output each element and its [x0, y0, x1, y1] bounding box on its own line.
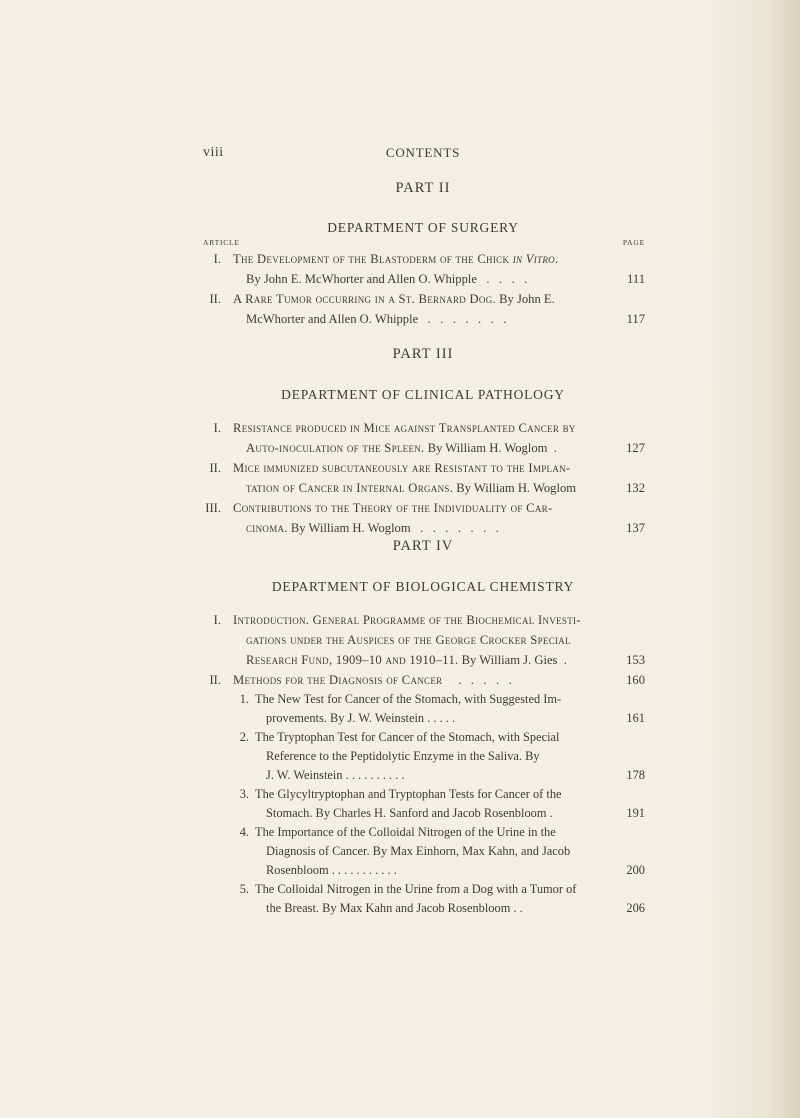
- toc-subentry[interactable]: [203, 880, 643, 918]
- subentry-number: 2.: [239, 730, 249, 744]
- entry-title-line: cinoma. By William H. Woglom . . . . . . .: [246, 521, 499, 535]
- entry-title-line: tation of Cancer in Internal Organs. By William H. Woglom: [246, 481, 577, 495]
- department-title: DEPARTMENT OF BIOLOGICAL CHEMISTRY: [271, 579, 575, 594]
- entry-page-number: 137: [626, 521, 645, 535]
- entry-title-line: McWhorter and Allen O. Whipple . . . . . . .: [246, 312, 507, 326]
- toc-subentry[interactable]: [203, 690, 643, 728]
- entry-page-number: 127: [626, 441, 645, 455]
- toc-entry[interactable]: [203, 498, 643, 538]
- entry-title-line: A Rare Tumor occurring in a St. Bernard Dog. By John E.: [233, 292, 555, 306]
- entry-title-line: Rosenbloom . . . . . . . . . . .: [266, 863, 397, 877]
- entry-number: II.: [209, 292, 221, 306]
- toc-entry[interactable]: [203, 670, 643, 690]
- entry-title-line: J. W. Weinstein . . . . . . . . . .: [266, 768, 405, 782]
- entry-page-number: 132: [626, 481, 645, 495]
- entry-title-line: The Colloidal Nitrogen in the Urine from a Dog with a Tumor of: [255, 882, 577, 896]
- department-title: DEPARTMENT OF SURGERY: [327, 220, 519, 235]
- subentry-number: 4.: [239, 825, 249, 839]
- entry-title-line: Reference to the Peptidolytic Enzyme in the Saliva. By: [266, 749, 540, 763]
- entry-page-number: 161: [626, 711, 645, 725]
- entry-title-line: Methods for the Diagnosis of Cancer . . . . .: [233, 673, 512, 687]
- department-title: DEPARTMENT OF CLINICAL PATHOLOGY: [281, 387, 565, 402]
- entry-number: II.: [209, 673, 221, 687]
- column-headings: [203, 238, 643, 247]
- entry-number: III.: [205, 501, 221, 515]
- entry-title-line: Research Fund, 1909–10 and 1910–11. By William J. Gies .: [246, 653, 567, 667]
- entry-title-line: The Importance of the Colloidal Nitrogen of the Urine in the: [255, 825, 556, 839]
- entry-title-line: The Glycyltryptophan and Tryptophan Tests for Cancer of the: [255, 787, 562, 801]
- toc-subentry[interactable]: [203, 823, 643, 880]
- entry-title-line: Resistance produced in Mice against Transplanted Cancer by: [233, 421, 576, 435]
- entry-number: I.: [213, 421, 221, 435]
- entry-page-number: 160: [626, 673, 645, 687]
- running-head: [203, 145, 643, 163]
- toc-entry[interactable]: [203, 418, 643, 458]
- toc-entry[interactable]: [203, 610, 643, 670]
- entry-title-line: gations under the Auspices of the George Crocker Special: [246, 633, 571, 647]
- toc-entry[interactable]: [203, 249, 643, 289]
- page-column-heading: PAGE: [622, 238, 645, 247]
- entry-number: I.: [213, 613, 221, 627]
- entry-title-line: The New Test for Cancer of the Stomach, with Suggested Im-: [255, 692, 562, 706]
- toc-entry[interactable]: [203, 458, 643, 498]
- part-title: PART III: [392, 346, 454, 362]
- entry-title-line: Diagnosis of Cancer. By Max Einhorn, Max Kahn, and Jacob: [266, 844, 571, 858]
- part-title: PART IV: [392, 538, 454, 554]
- entry-page-number: 206: [626, 901, 645, 915]
- article-column-heading: ARTICLE: [203, 238, 240, 247]
- toc-entry[interactable]: [203, 289, 643, 329]
- page-edge-shadow: [782, 0, 800, 1118]
- entry-page-number: 200: [626, 863, 645, 877]
- entry-page-number: 117: [626, 312, 645, 326]
- entry-page-number: 178: [626, 768, 645, 782]
- entry-title-line: Introduction. General Programme of the Biochemical Investi-: [233, 613, 581, 627]
- entry-page-number: 153: [626, 653, 645, 667]
- part-2-section: [203, 180, 643, 329]
- entry-page-number: 111: [627, 272, 645, 286]
- entry-title-line: By John E. McWhorter and Allen O. Whipple . . . .: [246, 272, 528, 286]
- entry-title-line: Stomach. By Charles H. Sanford and Jacob Rosenbloom .: [266, 806, 553, 820]
- entry-title-line: The Development of the Blastoderm of the Chick in Vitro.: [233, 252, 559, 266]
- entry-title-line: Mice immunized subcutaneously are Resistant to the Implan-: [233, 461, 571, 475]
- entry-title-line: the Breast. By Max Kahn and Jacob Rosenbloom . .: [266, 901, 523, 915]
- subentry-number: 3.: [239, 787, 249, 801]
- part-title: PART II: [395, 180, 451, 196]
- entry-title-line: The Tryptophan Test for Cancer of the Stomach, with Special: [255, 730, 560, 744]
- page-folio: viii: [203, 145, 224, 160]
- toc-subentry[interactable]: [203, 785, 643, 823]
- subentry-number: 5.: [239, 882, 249, 896]
- entry-title-line: Contributions to the Theory of the Individuality of Car-: [233, 501, 553, 515]
- entry-title-line: provements. By J. W. Weinstein . . . . .: [266, 711, 456, 725]
- part-3-section: [203, 346, 643, 538]
- running-head-title: CONTENTS: [385, 145, 461, 160]
- entry-number: I.: [213, 252, 221, 266]
- toc-subentry[interactable]: [203, 728, 643, 785]
- part-4-section: [203, 538, 643, 918]
- entry-page-number: 191: [626, 806, 645, 820]
- subentry-number: 1.: [239, 692, 249, 706]
- entry-title-line: Auto-inoculation of the Spleen. By William H. Woglom .: [246, 441, 557, 455]
- entry-number: II.: [209, 461, 221, 475]
